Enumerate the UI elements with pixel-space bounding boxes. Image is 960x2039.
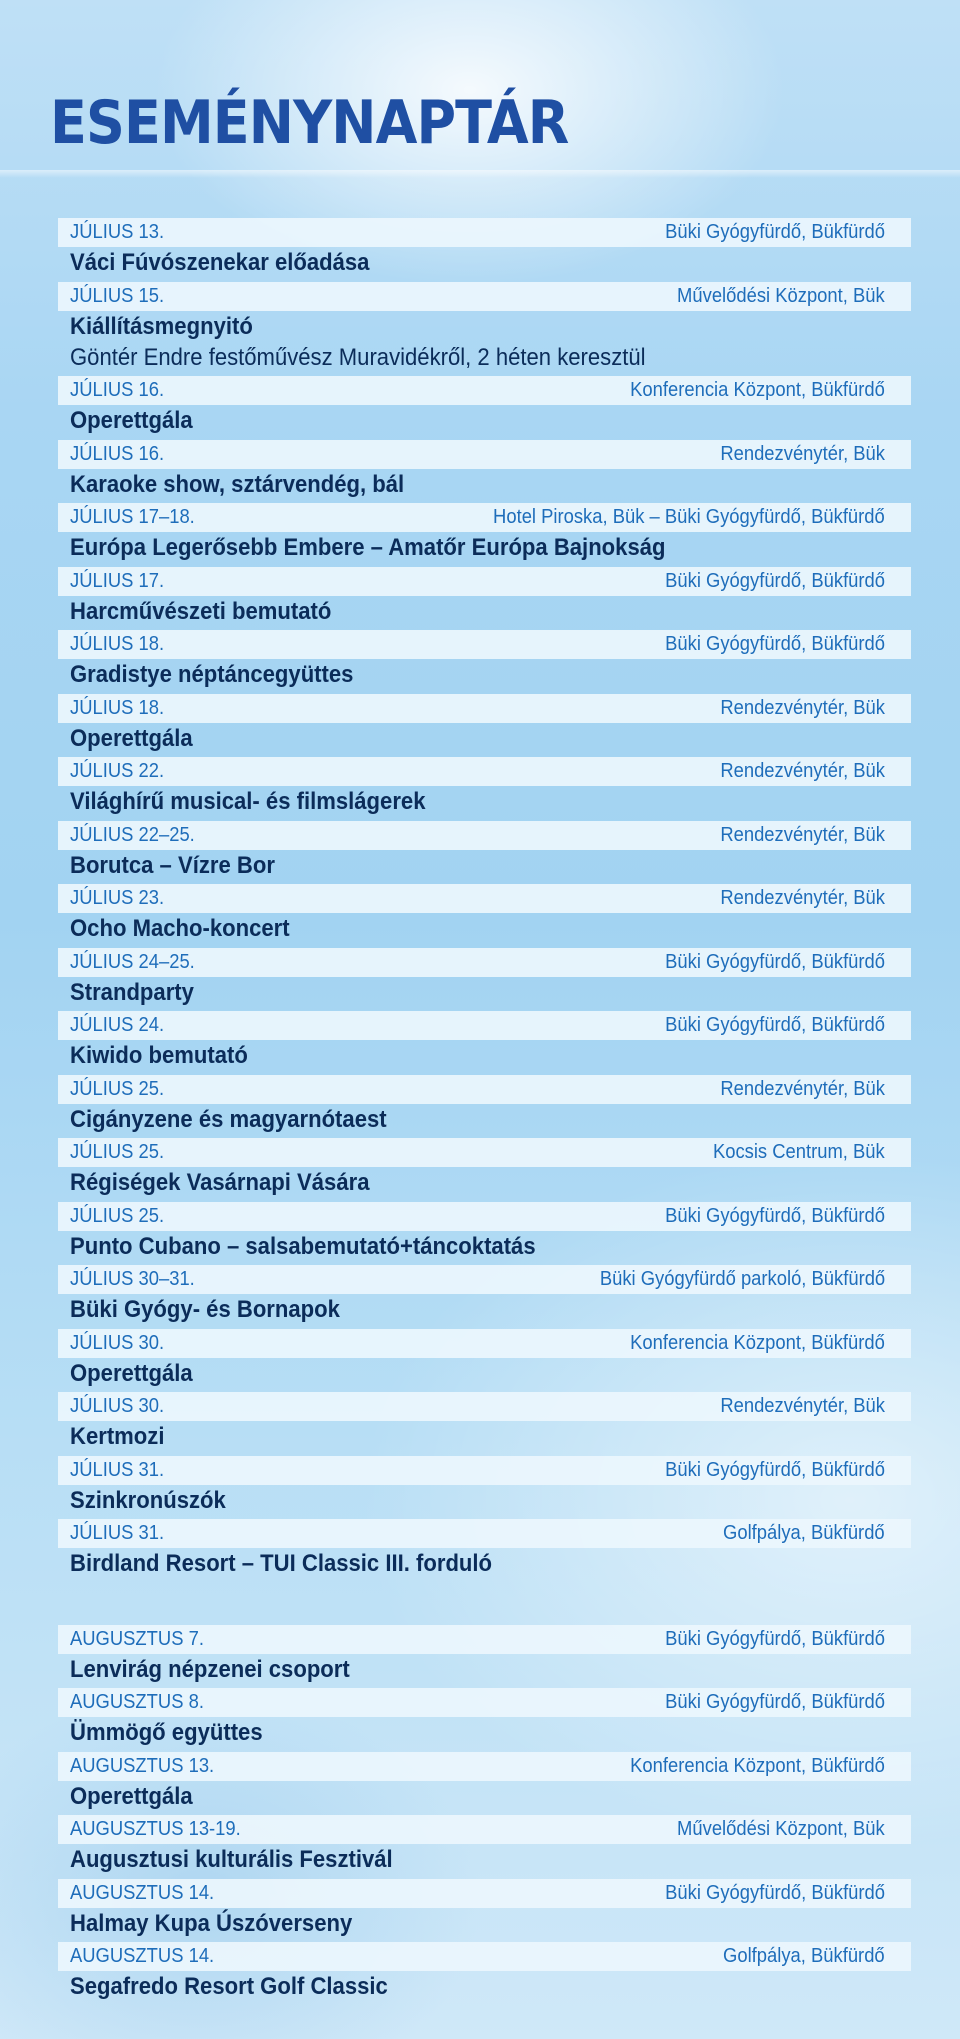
event-date: JÚLIUS 13. [70, 221, 165, 243]
event-title: Segafredo Resort Golf Classic [70, 1973, 388, 2000]
event-date-row [58, 376, 911, 405]
event-date-row [58, 218, 911, 247]
event-venue: Konferencia Központ, Bükfürdő [630, 379, 885, 401]
event-title: Büki Gyógy- és Bornapok [70, 1296, 340, 1323]
event-date-row [58, 1265, 911, 1294]
event-date: JÚLIUS 16. [70, 379, 165, 401]
event-date-row [58, 1392, 911, 1421]
event-venue: Büki Gyógyfürdő, Bükfürdő [665, 1014, 885, 1036]
event-date: JÚLIUS 17. [70, 569, 165, 592]
event-venue: Rendezvénytér, Bük [720, 1395, 885, 1417]
event-title: Ümmögő együttes [70, 1719, 263, 1746]
event-venue: Büki Gyógyfürdő, Bükfürdő [665, 1204, 885, 1227]
event-title: Birdland Resort – TUI Classic III. forduló [70, 1550, 493, 1577]
event-date-row [58, 1879, 911, 1908]
page-title: ESEMÉNYNAPTÁR [50, 88, 569, 158]
event-date-row [58, 1752, 911, 1781]
event-title: Európa Legerősebb Embere – Amatőr Európa Bajnokság [70, 534, 666, 561]
event-date-row [58, 948, 911, 977]
event-date: JÚLIUS 30. [70, 1331, 165, 1354]
event-venue: Rendezvénytér, Bük [720, 823, 885, 846]
event-title: Operettgála [70, 407, 193, 434]
event-date: JÚLIUS 24–25. [70, 950, 195, 973]
event-title: Szinkronúszók [70, 1486, 226, 1514]
event-title: Váci Fúvószenekar előadása [70, 249, 370, 276]
event-date: JÚLIUS 25. [70, 1204, 165, 1227]
event-title: Ocho Macho-koncert [70, 915, 290, 942]
event-title: Karaoke show, sztárvendég, bál [70, 470, 405, 498]
event-date: AUGUSZTUS 8. [70, 1691, 204, 1713]
event-date: JÚLIUS 22–25. [70, 823, 195, 846]
event-date-row [58, 1138, 911, 1167]
event-date: JÚLIUS 15. [70, 284, 165, 307]
event-venue: Büki Gyógyfürdő, Bükfürdő [665, 1458, 885, 1481]
event-venue: Büki Gyógyfürdő, Bükfürdő [665, 633, 885, 655]
event-venue: Büki Gyógyfürdő, Bükfürdő [665, 221, 885, 243]
event-title: Halmay Kupa Úszóverseny [70, 1909, 353, 1937]
event-date: JÚLIUS 22. [70, 760, 165, 782]
event-date: JÚLIUS 23. [70, 887, 165, 909]
event-date: JÚLIUS 25. [70, 1077, 165, 1100]
event-venue: Rendezvénytér, Bük [720, 442, 885, 465]
event-subtitle: Göntér Endre festőművész Muravidékről, 2 héten keresztül [70, 343, 646, 371]
event-date-row [58, 1075, 911, 1104]
event-title: Borutca – Vízre Bor [70, 851, 275, 879]
event-date-row [58, 1202, 911, 1231]
event-venue: Büki Gyógyfürdő, Bükfürdő [665, 1881, 885, 1904]
event-venue: Büki Gyógyfürdő, Bükfürdő [665, 1691, 885, 1713]
event-date-row [58, 282, 911, 311]
event-title: Augusztusi kulturális Fesztivál [70, 1846, 393, 1873]
event-date: JÚLIUS 18. [70, 633, 165, 655]
event-title: Strandparty [70, 978, 194, 1006]
event-date: JÚLIUS 17–18. [70, 506, 195, 528]
event-date-row [58, 884, 911, 913]
event-title: Harcművészeti bemutató [70, 597, 332, 625]
event-date-row [58, 1688, 911, 1717]
event-venue: Művelődési Központ, Bük [677, 284, 885, 307]
event-venue: Rendezvénytér, Bük [720, 1077, 885, 1100]
event-date-row [58, 1329, 911, 1358]
event-date-row [58, 1815, 911, 1844]
event-venue: Konferencia Központ, Bükfürdő [630, 1331, 885, 1354]
title-divider [0, 170, 960, 178]
event-date-row [58, 1942, 911, 1971]
event-date: JÚLIUS 31. [70, 1458, 165, 1481]
event-date-row [58, 757, 911, 786]
event-date-row [58, 1625, 911, 1654]
event-title: Operettgála [70, 724, 193, 752]
event-venue: Golfpálya, Bükfürdő [723, 1945, 885, 1967]
event-venue: Büki Gyógyfürdő, Bükfürdő [665, 950, 885, 973]
event-venue: Rendezvénytér, Bük [720, 696, 885, 719]
event-date: JÚLIUS 30. [70, 1395, 165, 1417]
event-date-row [58, 503, 911, 532]
event-date-row [58, 567, 911, 596]
event-title: Világhírű musical- és filmslágerek [70, 788, 426, 815]
event-title: Operettgála [70, 1359, 193, 1387]
event-date: JÚLIUS 30–31. [70, 1268, 195, 1290]
event-venue: Büki Gyógyfürdő, Bükfürdő [665, 569, 885, 592]
event-venue: Kocsis Centrum, Bük [713, 1141, 885, 1163]
event-venue: Rendezvénytér, Bük [720, 887, 885, 909]
event-date-row [58, 821, 911, 850]
event-venue: Hotel Piroska, Bük – Büki Gyógyfürdő, Bükfürdő [493, 506, 885, 528]
event-title: Punto Cubano – salsabemutató+táncoktatás [70, 1232, 536, 1260]
event-date: JÚLIUS 16. [70, 442, 165, 465]
event-venue: Büki Gyógyfürdő parkoló, Bükfürdő [599, 1268, 885, 1290]
event-date: AUGUSZTUS 13. [70, 1754, 215, 1777]
event-date: JÚLIUS 25. [70, 1141, 165, 1163]
event-date: JÚLIUS 18. [70, 696, 165, 719]
event-venue: Rendezvénytér, Bük [720, 760, 885, 782]
event-title: Kiállításmegnyitó [70, 312, 253, 340]
event-title: Operettgála [70, 1782, 193, 1810]
event-date-row [58, 440, 911, 469]
event-title: Kiwido bemutató [70, 1042, 248, 1069]
event-title: Gradistye néptáncegyüttes [70, 661, 354, 688]
event-title: Régiségek Vasárnapi Vására [70, 1169, 370, 1196]
event-date-row [58, 1519, 911, 1548]
event-title: Lenvirág népzenei csoport [70, 1655, 350, 1683]
event-venue: Golfpálya, Bükfürdő [723, 1522, 885, 1544]
event-date: JÚLIUS 31. [70, 1522, 165, 1544]
event-venue: Művelődési Központ, Bük [677, 1818, 885, 1840]
event-venue: Büki Gyógyfürdő, Bükfürdő [665, 1627, 885, 1650]
event-date: AUGUSZTUS 13-19. [70, 1818, 241, 1840]
event-date: AUGUSZTUS 14. [70, 1945, 215, 1967]
event-venue: Konferencia Központ, Bükfürdő [630, 1754, 885, 1777]
event-date-row [58, 630, 911, 659]
event-title: Cigányzene és magyarnótaest [70, 1105, 387, 1133]
event-date: AUGUSZTUS 14. [70, 1881, 215, 1904]
event-date: AUGUSZTUS 7. [70, 1627, 204, 1650]
event-title: Kertmozi [70, 1423, 165, 1450]
event-date: JÚLIUS 24. [70, 1014, 165, 1036]
event-date-row [58, 1011, 911, 1040]
event-date-row [58, 1456, 911, 1485]
event-date-row [58, 694, 911, 723]
